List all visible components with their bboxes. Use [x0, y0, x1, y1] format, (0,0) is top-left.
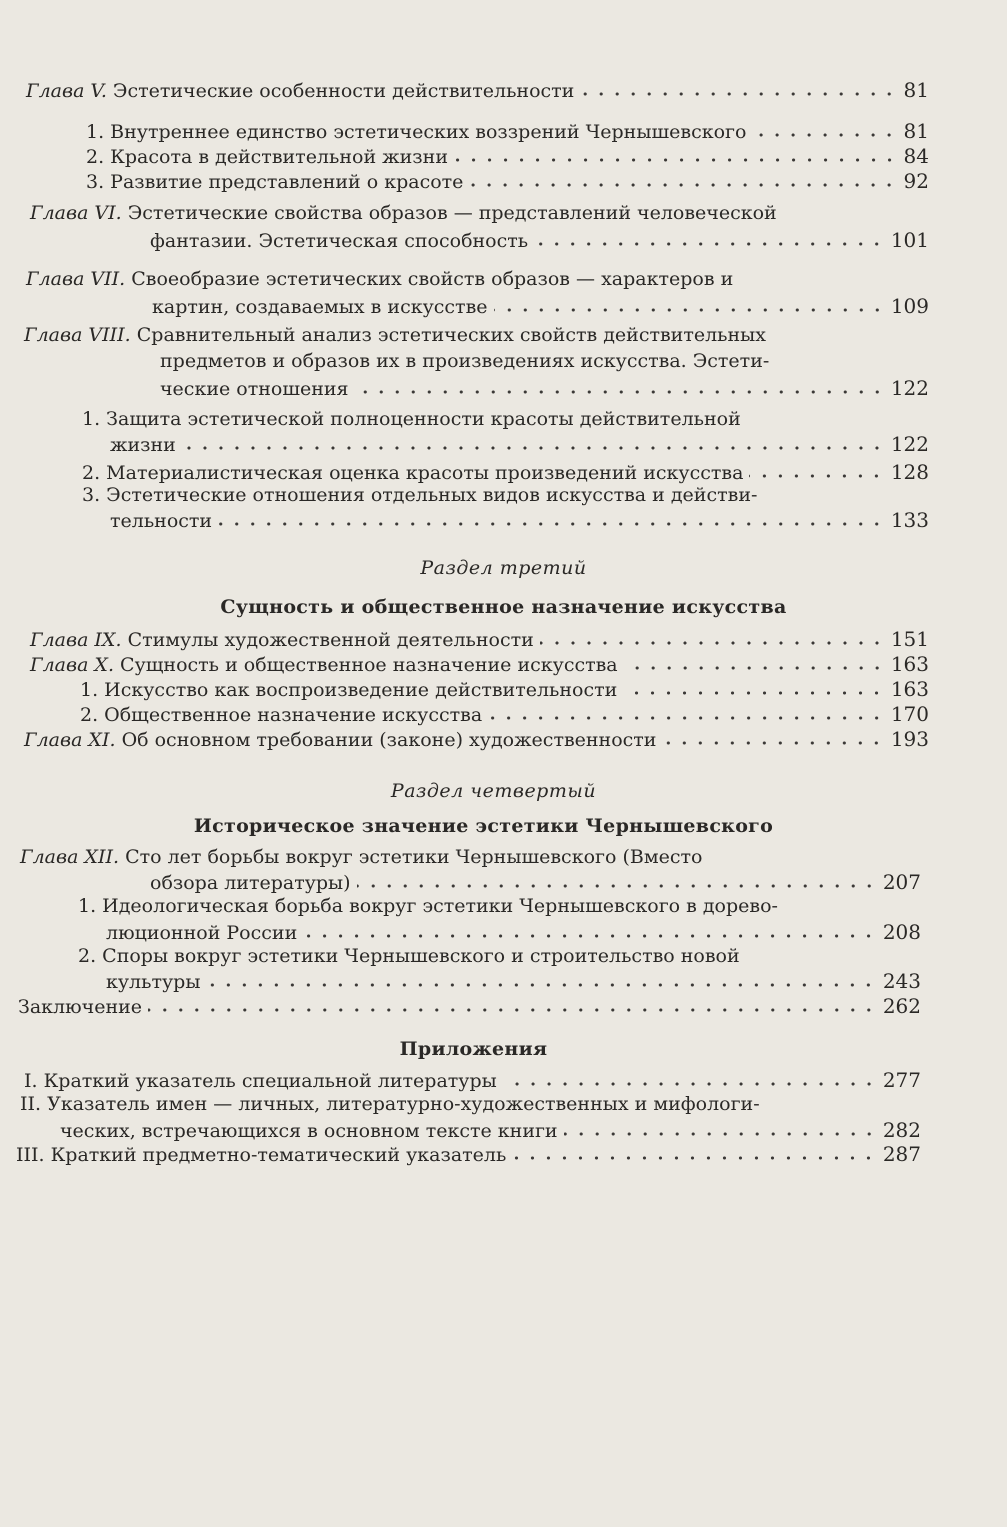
page-number: 84: [903, 144, 929, 168]
page-number: 92: [903, 169, 929, 193]
entry-text: Сто лет борьбы вокруг эстетики Чернышевского (Вместо: [125, 846, 703, 868]
entry-text: 1. Искусство как воспроизведение действительности: [80, 679, 618, 701]
page-number: 151: [890, 627, 929, 651]
chapter-label: Глава VII.: [26, 268, 126, 290]
entry-text: люционной России: [106, 922, 298, 944]
dot-leader: [303, 933, 877, 939]
dot-leader: [752, 132, 897, 138]
dot-leader: [662, 740, 884, 746]
page-number: 81: [903, 119, 929, 143]
page-number: 109: [890, 294, 929, 318]
dot-leader: [534, 241, 885, 247]
dot-leader: [454, 157, 898, 163]
dot-leader: [206, 982, 876, 988]
entry-text: культуры: [106, 971, 201, 993]
dot-leader: [357, 883, 877, 889]
entry-text: предметов и образов их в произведениях искусства. Эстети-: [160, 350, 770, 372]
entry-text: тельности: [110, 510, 213, 532]
entry-text: Заключение: [18, 996, 143, 1018]
dot-leader: [540, 640, 885, 646]
entry-text: 2. Споры вокруг эстетики Чернышевского и строительство новой: [78, 945, 740, 967]
page-number: 81: [903, 78, 929, 102]
section-title-part4: Историческое значение эстетики Чернышевского: [193, 815, 774, 837]
entry-text: жизни: [110, 434, 176, 456]
page-number: 133: [890, 508, 929, 532]
page-number: 277: [882, 1068, 921, 1092]
entry-text: III. Краткий предметно-тематический указатель: [16, 1144, 507, 1166]
chapter-label: Глава V.: [26, 80, 107, 102]
entry-text: Стимулы художественной деятельности: [127, 629, 534, 651]
dot-leader: [148, 1007, 877, 1013]
page-number: 282: [882, 1118, 921, 1142]
entry-text: Эстетические свойства образов — представлений человеческой: [127, 202, 777, 224]
dot-leader: [182, 445, 885, 451]
chapter-label: Глава XII.: [20, 846, 120, 868]
section-label-part3: Раздел третий: [420, 557, 587, 579]
entry-text: ческие отношения: [160, 378, 349, 400]
entry-text: обзора литературы): [150, 872, 351, 894]
dot-leader: [494, 307, 885, 313]
entry-text: 2. Красота в действительной жизни: [86, 146, 448, 168]
entry-text: ческих, встречающихся в основном тексте книги: [60, 1120, 558, 1142]
dot-leader: [623, 690, 885, 696]
entry-text: 1. Защита эстетической полноценности красоты действительной: [82, 408, 741, 430]
page-number: 122: [890, 376, 929, 400]
chapter-label: Глава VI.: [30, 202, 122, 224]
page-number: 163: [890, 677, 929, 701]
chapter-label: Глава VIII.: [24, 324, 131, 346]
entry-text: 2. Общественное назначение искусства: [80, 704, 483, 726]
page-number: 163: [890, 652, 929, 676]
entry-text: Сущность и общественное назначение искусства: [120, 654, 618, 676]
page-number: 193: [890, 727, 929, 751]
section-title-appendices: Приложения: [399, 1038, 548, 1060]
chapter-label: Глава X.: [30, 654, 114, 676]
entry-text: Об основном требовании (законе) художественности: [121, 729, 657, 751]
section-label-part4: Раздел четвертый: [390, 780, 597, 802]
entry-text: 2. Материалистическая оценка красоты произведений искусства: [82, 462, 744, 484]
dot-leader: [580, 91, 897, 97]
entry-text: 3. Эстетические отношения отдельных видов искусства и действи-: [82, 484, 758, 506]
dot-leader: [488, 715, 885, 721]
page-number: 287: [882, 1142, 921, 1166]
dot-leader: [218, 521, 885, 527]
page-number: 208: [882, 920, 921, 944]
entry-text: картин, создаваемых в искусстве: [152, 296, 488, 318]
dot-leader: [624, 665, 885, 671]
entry-text: 1. Идеологическая борьба вокруг эстетики Чернышевского в дорево-: [78, 895, 778, 917]
entry-text: II. Указатель имен — личных, литературно-художественных и мифологи-: [20, 1093, 760, 1115]
page-number: 128: [890, 460, 929, 484]
entry-text: Эстетические особенности действительности: [112, 80, 575, 102]
page-number: 170: [890, 702, 929, 726]
entry-text: 3. Развитие представлений о красоте: [86, 171, 464, 193]
dot-leader: [512, 1155, 876, 1161]
dot-leader: [355, 389, 885, 395]
page-number: 122: [890, 432, 929, 456]
chapter-label: Глава IX.: [30, 629, 122, 651]
page-number: 101: [890, 228, 929, 252]
page-number: 207: [882, 870, 921, 894]
page-number: 243: [882, 969, 921, 993]
entry-text: фантазии. Эстетическая способность: [150, 230, 529, 252]
chapter-label: Глава XI.: [24, 729, 116, 751]
entry-text: 1. Внутреннее единство эстетических воззрений Чернышевского: [86, 121, 747, 143]
entry-text: Своеобразие эстетических свойств образов — характеров и: [131, 268, 734, 290]
dot-leader: [564, 1131, 877, 1137]
section-title-part3: Сущность и общественное назначение искусства: [220, 596, 787, 618]
entry-text: I. Краткий указатель специальной литературы: [24, 1070, 497, 1092]
entry-text: Сравнительный анализ эстетических свойств действительных: [136, 324, 767, 346]
dot-leader: [469, 182, 897, 188]
dot-leader: [749, 473, 884, 479]
page-number: 262: [882, 994, 921, 1018]
dot-leader: [503, 1081, 877, 1087]
